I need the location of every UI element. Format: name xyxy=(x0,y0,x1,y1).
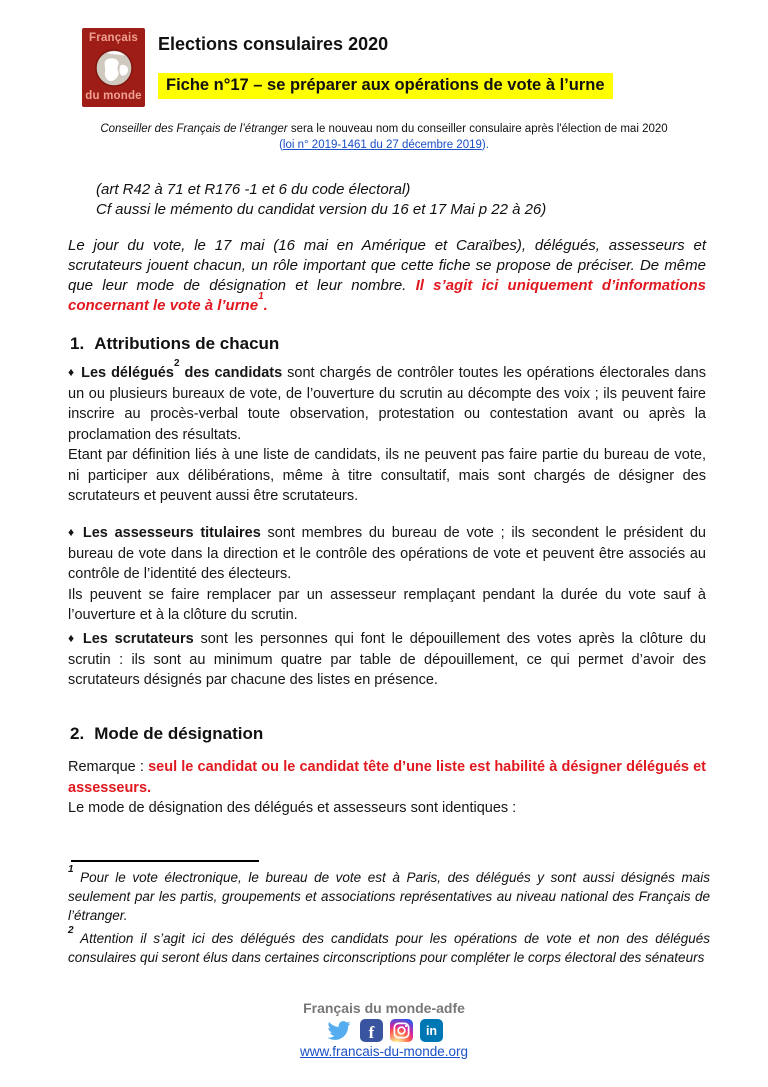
globe-icon xyxy=(94,47,134,89)
diamond-bullet-icon: ♦ xyxy=(68,365,76,379)
law-link[interactable]: loi n° 2019-1461 du 27 décembre 2019 xyxy=(282,139,482,151)
footnote-marker-2: 2 xyxy=(173,358,180,370)
top-note xyxy=(0,121,768,153)
diamond-bullet-icon: ♦ xyxy=(68,525,77,539)
remarque-red-emphasis: seul le candidat ou le candidat tête d’une liste est habilité à désigner délégués et assesseurs. xyxy=(68,759,707,796)
footnote-1-marker: 1 xyxy=(68,863,74,875)
footnote-2-marker: 2 xyxy=(68,924,74,936)
section-2-heading: 2. Mode de désignation xyxy=(70,724,264,743)
footnote-separator xyxy=(71,860,259,862)
footnotes xyxy=(68,863,710,971)
facebook-icon[interactable]: f xyxy=(360,1019,383,1042)
remarque-block xyxy=(68,757,706,819)
assesseurs-paragraph-2: Ils peuvent se faire remplacer par un assesseur remplaçant pendant la durée du vote sauf à l’ouverture et à la clôture du scrutin. xyxy=(68,586,706,623)
remarque-paragraph: Remarque : seul le candidat ou le candidat tête d’une liste est habilité à désigner délégués et assesseurs. xyxy=(68,759,707,796)
social-icons-row xyxy=(0,1019,768,1042)
twitter-icon[interactable] xyxy=(325,1019,353,1042)
mode-designation-paragraph: Le mode de désignation des délégués et assesseurs sont identiques : xyxy=(68,800,517,816)
footer-brand: Français du monde-adfe xyxy=(303,1000,465,1016)
footnote-1: $^1$ Pour le vote électronique, le bureau de vote est à Paris, des délégués y sont aussi désignés mais seulement par les partis, groupements et associations représentatives au niveau national des Français de l’étranger. xyxy=(68,863,710,923)
instagram-icon[interactable] xyxy=(390,1019,413,1042)
francais-du-monde-logo xyxy=(82,28,145,107)
delegues-paragraph-2: Etant par définition liés à une liste de candidats, ils ne peuvent pas faire partie du bureau de vote, ni participer aux délibérations, même à titre consultatif, mais sont chargés de désigner des scrutateurs et peuvent aussi être scrutateurs. xyxy=(68,447,706,504)
footnote-2: $^2$ Attention il s’agit ici des délégués des candidats pour les opérations de vote et non des délégués consulaires qui seront élus dans certaines circonscriptions pour compléter le corps électoral des sénateurs xyxy=(68,924,710,965)
logo-text-top: Français xyxy=(89,32,138,44)
footnote-marker-1: 1 xyxy=(258,291,264,302)
assesseurs-block xyxy=(68,523,706,626)
logo-text-bottom: du monde xyxy=(85,90,142,102)
page-title: Elections consulaires 2020 xyxy=(158,34,389,54)
website-link[interactable]: www.francais-du-monde.org xyxy=(299,1044,469,1059)
linkedin-icon[interactable]: in xyxy=(420,1019,443,1042)
intro-paragraph: Le jour du vote, le 17 mai (16 mai en Amérique et Caraïbes), délégués, assesseurs et scrutateurs jouent chacun, un rôle important que cette fiche se propose de préciser. De même que leur mode de désignation et leur nombre. Il s’agit ici uniquement d’informations concernant le vote à l’urne$^1$. xyxy=(68,237,706,314)
top-note-line1: Conseiller des Français de l’étranger sera le nouveau nom du conseiller consulaire après l'élection de mai 2020 xyxy=(100,123,668,135)
diamond-bullet-icon: ♦ xyxy=(68,631,77,645)
intro-red-emphasis: Il s’agit ici uniquement d’informations concernant le vote à l’urne$^1$. xyxy=(68,277,706,314)
delegues-paragraph: ♦ Les délégués$^2$ des candidats sont chargés de contrôler toutes les opérations électorales dans un ou plusieurs bureaux de vote, de l’ouverture du scrutin au décompte des voix ; ils peuvent faire inscrire au procès-verbal toute observation, protestation ou contestation avant ou après la proclamation des résultats. xyxy=(68,358,706,443)
section-1-heading: 1. Attributions de chacun xyxy=(70,334,280,353)
top-note-line2: (loi n° 2019-1461 du 27 décembre 2019). xyxy=(279,139,489,151)
fiche-banner: Fiche n°17 – se préparer aux opérations de vote à l’urne xyxy=(158,73,613,99)
reference-line2: Cf aussi le mémento du candidat version du 16 et 17 Mai p 22 à 26) xyxy=(96,200,547,218)
assesseurs-paragraph: ♦ Les assesseurs titulaires sont membres du bureau de vote ; ils secondent le président du bureau de vote dans la direction et le contrôle des opérations de vote et peuvent être associés au contrôle de l’identité des électeurs. xyxy=(68,525,706,582)
footer-link-wrap xyxy=(0,1044,768,1059)
delegues-block xyxy=(68,358,706,507)
scrutateurs-block xyxy=(68,629,706,691)
reference-line1: (art R42 à 71 et R176 -1 et 6 du code électoral) xyxy=(96,181,411,198)
scrutateurs-paragraph: ♦ Les scrutateurs sont les personnes qui font le dépouillement des votes après la clôture du scrutin : ils sont au minimum quatre par table de dépouillement, ce qui permet d’avoir des scrutateurs désignés par chacune des listes en présence. xyxy=(68,631,706,688)
legal-reference xyxy=(96,180,546,219)
